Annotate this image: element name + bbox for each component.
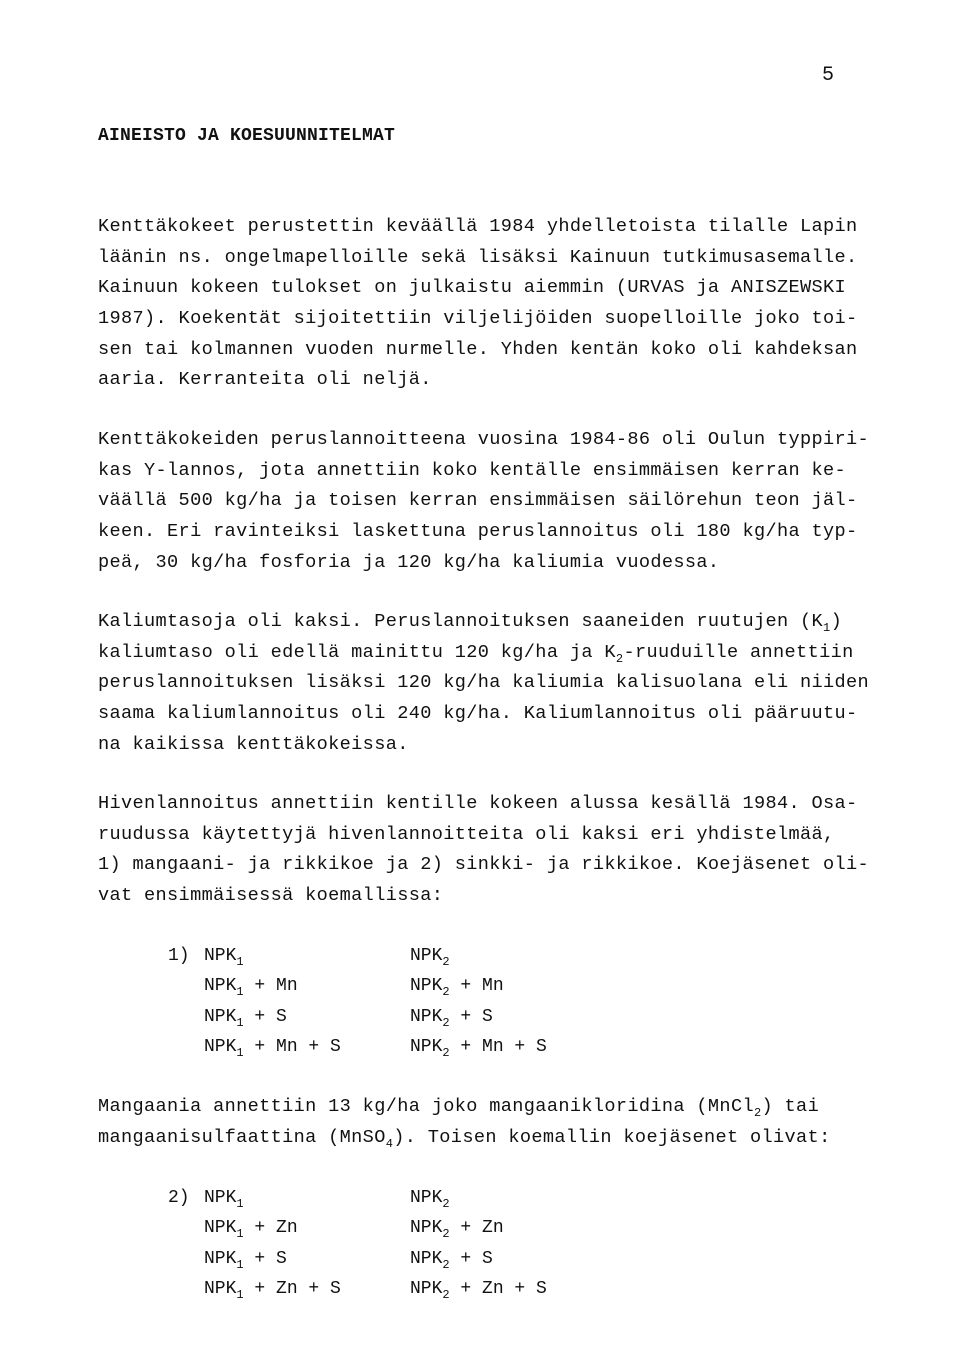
text-line: Kenttäkokeet perustettin keväällä 1984 yhdelletoista tilalle Lapin [98,216,858,237]
paragraph-base-fertilization [98,425,938,578]
text-line: peä, 30 kg/ha fosforia ja 120 kg/ha kaliumia vuodessa. [98,551,720,573]
text-line: mangaanisulfaattina (MnSO$_4$). Toisen koemallin koejäsenet olivat: [98,1126,831,1151]
page-number: 5 [822,64,835,87]
text-line: kaliumtaso oli edellä mainittu 120 kg/ha ja $K_2$-ruuduille annettiin [98,641,854,666]
treatment-item: $NPK_2$ [410,946,450,969]
text-line: väällä 500 kg/ha ja toisen kerran ensimmäisen säilörehun teon jäl- [98,490,858,512]
text-line: Kaliumtasoja oli kaksi. Peruslannoituksen saaneiden ruutujen $(K_1)$ [98,611,843,635]
treatment-item: $NPK_2 + Zn + S$ [410,1278,547,1302]
treatment-item: $NPK_2 + Zn$ [410,1218,504,1242]
treatment-list-label: 1) [168,946,190,966]
text-line: läänin ns. ongelmapelloille sekä lisäksi Kainuun tutkimusasemalle. [98,246,858,268]
treatment-list-label: 2) [168,1188,190,1208]
text-line: vat ensimmäisessä koemallissa: [98,885,444,907]
treatment-item: $NPK_2 + S$ [410,1248,493,1272]
treatment-item: $NPK_1 + Mn$ [204,976,298,1000]
treatment-item: $NPK_2$ [410,1188,450,1211]
text-line: sen tai kolmannen vuoden nurmelle. Yhden kentän koko oli kahdeksan [98,338,858,360]
treatment-item: $NPK_1 + Zn + S$ [204,1278,341,1302]
treatment-item: $NPK_1$ [204,946,244,969]
treatment-item: $NPK_2 + Mn + S$ [410,1036,547,1060]
text-line: peruslannoituksen lisäksi 120 kg/ha kaliumia kalisuolana eli niiden [98,672,870,694]
treatment-item: $NPK_2 + S$ [410,1006,493,1030]
treatment-item: $NPK_1 + S$ [204,1006,287,1030]
treatment-list-2 [168,1186,588,1316]
text-line: Kenttäkokeiden peruslannoitteena vuosina 1984-86 oli Oulun typpiri- [98,429,870,450]
text-line: 1) mangaani- ja rikkikoe ja 2) sinkki- ja rikkikoe. Koejäsenet oli- [98,854,870,876]
text-line: Hivenlannoitus annettiin kentille kokeen alussa kesällä 1984. Osa- [98,793,858,814]
treatment-item: $NPK_2 + Mn$ [410,976,504,1000]
section-heading: AINEISTO JA KOESUUNNITELMAT [98,126,396,146]
paragraph-potassium-levels [98,607,938,760]
text-line: saama kaliumlannoitus oli 240 kg/ha. Kaliumlannoitus oli pääruutu- [98,703,858,725]
treatment-item: $NPK_1 + Zn$ [204,1218,298,1242]
paragraph-micronutrients [98,789,938,912]
paragraph-trials [98,212,938,396]
text-line: ruudussa käytettyjä hivenlannoitteita oli kaksi eri yhdistelmää, [98,823,835,845]
text-line: kas Y-lannos, jota annettiin koko kentälle ensimmäisen kerran ke- [98,459,847,481]
treatment-item: $NPK_1$ [204,1188,244,1211]
text-line: na kaikissa kenttäkokeissa. [98,733,409,755]
treatment-list-1 [168,944,588,1074]
text-line: aaria. Kerranteita oli neljä. [98,369,432,391]
text-line: keen. Eri ravinteiksi laskettuna peruslannoitus oli 180 kg/ha typ- [98,521,858,543]
text-line: 1987). Koekentät sijoitettiin viljelijöiden suopelloille joko toi- [98,308,858,330]
text-line: Mangaania annettiin 13 kg/ha joko mangaanikloridina (MnCl$_2$) tai [98,1096,820,1120]
text-line: Kainuun kokeen tulokset on julkaistu aiemmin (URVAS ja ANISZEWSKI [98,277,847,299]
treatment-item: $NPK_1 + Mn + S$ [204,1036,341,1060]
paragraph-manganese [98,1092,938,1153]
treatment-item: $NPK_1 + S$ [204,1248,287,1272]
